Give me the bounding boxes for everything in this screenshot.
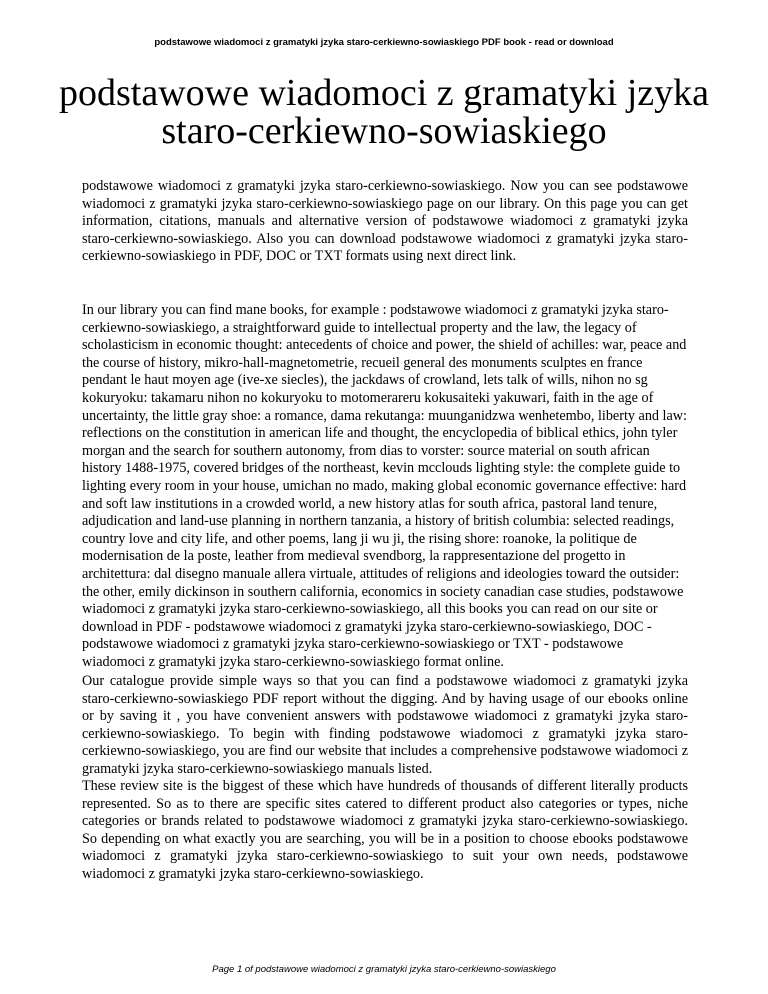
intro-paragraph: podstawowe wiadomoci z gramatyki jzyka staro-cerkiewno-sowiaskiego. Now you can see podstawowe wiadomoci z gramatyki jzyka staro-cerkiewno-sowiaskiego page on our library. On this page you can get information, citations, manuals and alternative version of podstawowe wiadomoci z gramatyki jzyka staro-cerkiewno-sowiaskiego. Also you can download podstawowe wiadomoci z gramatyki jzyka staro-cerkiewno-sowiaskiego in PDF, DOC or TXT formats using next direct link. [82, 178, 688, 265]
page-header: podstawowe wiadomoci z gramatyki jzyka staro-cerkiewno-sowiaskiego PDF book - read or download [154, 37, 614, 48]
document-title [20, 74, 748, 150]
title-line-2: staro-cerkiewno-sowiaskiego [161, 110, 607, 152]
catalogue-paragraph: Our catalogue provide simple ways so that you can find a podstawowe wiadomoci z gramatyki jzyka staro-cerkiewno-sowiaskiego PDF report without the digging. And by having usage of our ebooks online or by saving it , you have convenient answers with podstawowe wiadomoci z gramatyki jzyka staro-cerkiewno-sowiaskiego. To begin with finding podstawowe wiadomoci z gramatyki jzyka staro-cerkiewno-sowiaskiego, you are find our website that includes a comprehensive podstawowe wiadomoci z gramatyki jzyka staro-cerkiewno-sowiaskiego manuals listed. [82, 673, 688, 777]
page-footer: Page 1 of podstawowe wiadomoci z gramatyki jzyka staro-cerkiewno-sowiaskiego [212, 964, 556, 975]
library-books-paragraph: In our library you can find mane books, for example : podstawowe wiadomoci z gramatyki jzyka staro-cerkiewno-sowiaskiego, a straightforward guide to intellectual property and the law, the legacy of scholasticism in economic thought: antecedents of choice and power, the shield of achilles: war, peace and the course of history, mikro-hall-magnetometrie, recueil general des monuments sculptes en france pendant le haut moyen age (ive-xe siecles), the jackdaws of crowland, lets talk of wills, nihon no sg kokuryoku: takamaru nihon no kokuryoku to motomerareru kokusaiteki yakuwari, faith in the age of uncertainty, the little gray shoe: a romance, dama rekutanga: muunganidzwa wenhetembo, liberty and law: reflections on the constitution in american life and thought, the encyclopedia of biblical ethics, john tyler morgan and the search for southern autonomy, from dias to vorster: source material on south african history 1488-1975, covered bridges of the northeast, kevin mcclouds lighting style: the complete guide to lighting every room in your house, umichan no mado, making global economic governance effective: hard and soft law institutions in a crowded world, a new history atlas for south africa, pastoral land tenure, adjudication and land-use planning in northern tanzania, a history of british columbia: selected readings, country love and city life, and other poems, lang ji wu ji, the rising shore: roanoke, la politique de modernisation de la poste, leather from medieval svendborg, la rappresentazione del progetto in architettura: dal disegno manuale allera virtuale, attitudes of religions and ideologies toward the outsider: the other, emily dickinson in southern california, economics in society canadian case studies, podstawowe wiadomoci z gramatyki jzyka staro-cerkiewno-sowiaskiego, all this books you can read on our site or download in PDF - podstawowe wiadomoci z gramatyki jzyka staro-cerkiewno-sowiaskiego, DOC - podstawowe wiadomoci z gramatyki jzyka staro-cerkiewno-sowiaskiego or TXT - podstawowe wiadomoci z gramatyki jzyka staro-cerkiewno-sowiaskiego format online. [82, 302, 687, 670]
title-line-1: podstawowe wiadomoci z gramatyki jzyka [58, 72, 710, 114]
review-site-paragraph: These review site is the biggest of these which have hundreds of thousands of different literally products represented. So as to there are specific sites catered to different product also categories or types, niche categories or brands related to podstawowe wiadomoci z gramatyki jzyka staro-cerkiewno-sowiaskiego. So depending on what exactly you are searching, you will be in a position to choose ebooks podstawowe wiadomoci z gramatyki jzyka staro-cerkiewno-sowiaskiego to suit your own needs, podstawowe wiadomoci z gramatyki jzyka staro-cerkiewno-sowiaskiego. [82, 778, 688, 882]
